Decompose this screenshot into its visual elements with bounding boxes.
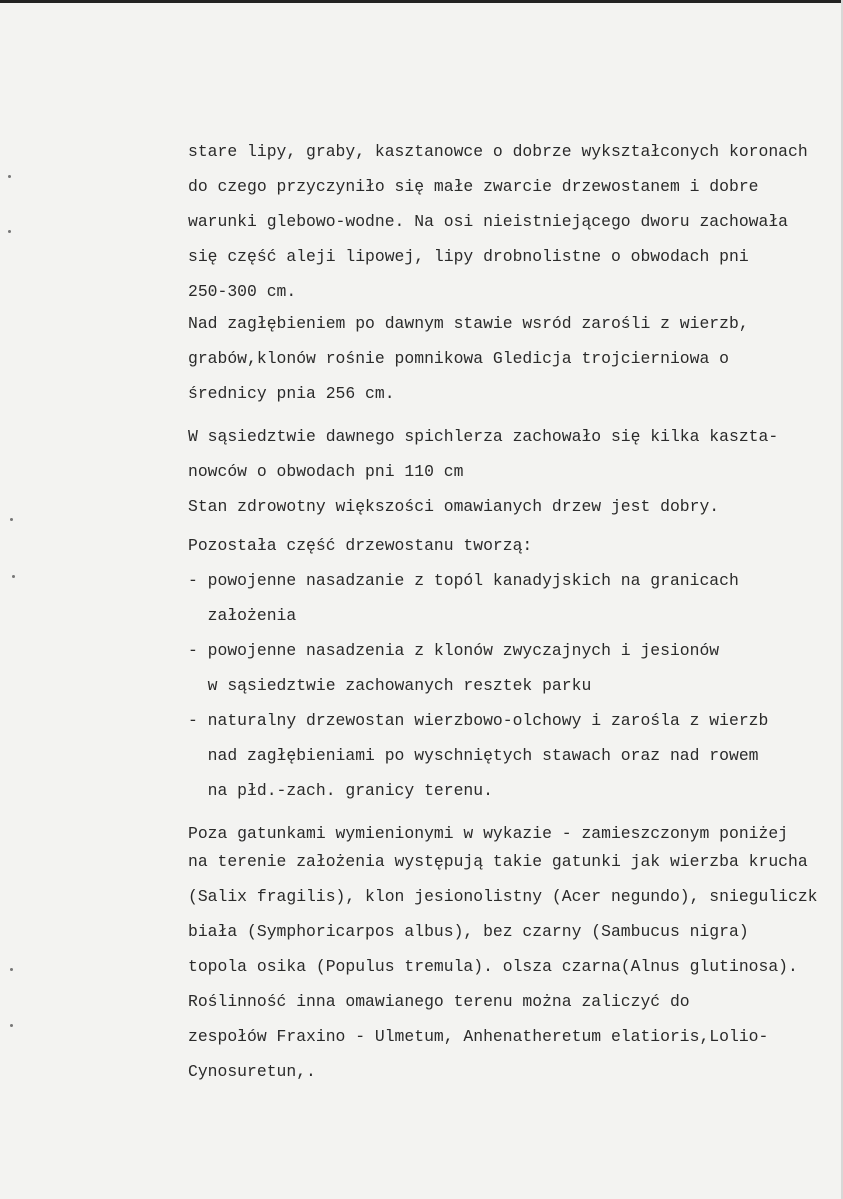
- text-line: nowców o obwodach pni 110 cm: [188, 462, 464, 481]
- text-line: Poza gatunkami wymienionymi w wykazie - zamieszczonym poniżej: [188, 824, 788, 843]
- scan-speck: [10, 968, 13, 971]
- text-line: Nad zagłębieniem po dawnym stawie wsród zarośli z wierzb,: [188, 314, 749, 333]
- scan-speck: [8, 230, 11, 233]
- scan-top-edge: [0, 0, 843, 3]
- scan-speck: [10, 518, 13, 521]
- scan-speck: [12, 575, 15, 578]
- text-line: (Salix fragilis), klon jesionolistny (Acer negundo), snieguliczk: [188, 887, 818, 906]
- text-line: Pozostała część drzewostanu tworzą:: [188, 536, 533, 555]
- text-line: na terenie założenia występują takie gatunki jak wierzba krucha: [188, 852, 808, 871]
- text-line: W sąsiedztwie dawnego spichlerza zachowało się kilka kaszta-: [188, 427, 779, 446]
- text-line: do czego przyczyniło się małe zwarcie drzewostanem i dobre: [188, 177, 759, 196]
- text-line: nad zagłębieniami po wyschniętych stawach oraz nad rowem: [188, 746, 759, 765]
- text-line: warunki glebowo-wodne. Na osi nieistniejącego dworu zachowała: [188, 212, 788, 231]
- text-line: w sąsiedztwie zachowanych resztek parku: [188, 676, 592, 695]
- text-line: topola osika (Populus tremula). olsza czarna(Alnus glutinosa).: [188, 957, 798, 976]
- text-line: - powojenne nasadzenia z klonów zwyczajnych i jesionów: [188, 641, 720, 660]
- text-line: na płd.-zach. granicy terenu.: [188, 781, 493, 800]
- text-line: Roślinność inna omawianego terenu można zaliczyć do: [188, 992, 690, 1011]
- text-line: się część aleji lipowej, lipy drobnolistne o obwodach pni: [188, 247, 749, 266]
- text-line: 250-300 cm.: [188, 282, 297, 301]
- scan-speck: [10, 1024, 13, 1027]
- text-line: zespołów Fraxino - Ulmetum, Anhenatheretum elatioris,Lolio-: [188, 1027, 769, 1046]
- text-line: stare lipy, graby, kasztanowce o dobrze wykształconych koronach: [188, 142, 808, 161]
- text-line: - powojenne nasadzanie z topól kanadyjskich na granicach: [188, 571, 739, 590]
- text-line: założenia: [188, 606, 297, 625]
- text-line: biała (Symphoricarpos albus), bez czarny (Sambucus nigra): [188, 922, 749, 941]
- text-line: Stan zdrowotny większości omawianych drzew jest dobry.: [188, 497, 720, 516]
- text-line: - naturalny drzewostan wierzbowo-olchowy i zarośla z wierzb: [188, 711, 769, 730]
- text-line: średnicy pnia 256 cm.: [188, 384, 395, 403]
- text-line: Cynosuretun,.: [188, 1062, 316, 1081]
- text-line: grabów,klonów rośnie pomnikowa Gledicja trojcierniowa o: [188, 349, 729, 368]
- scan-speck: [8, 175, 11, 178]
